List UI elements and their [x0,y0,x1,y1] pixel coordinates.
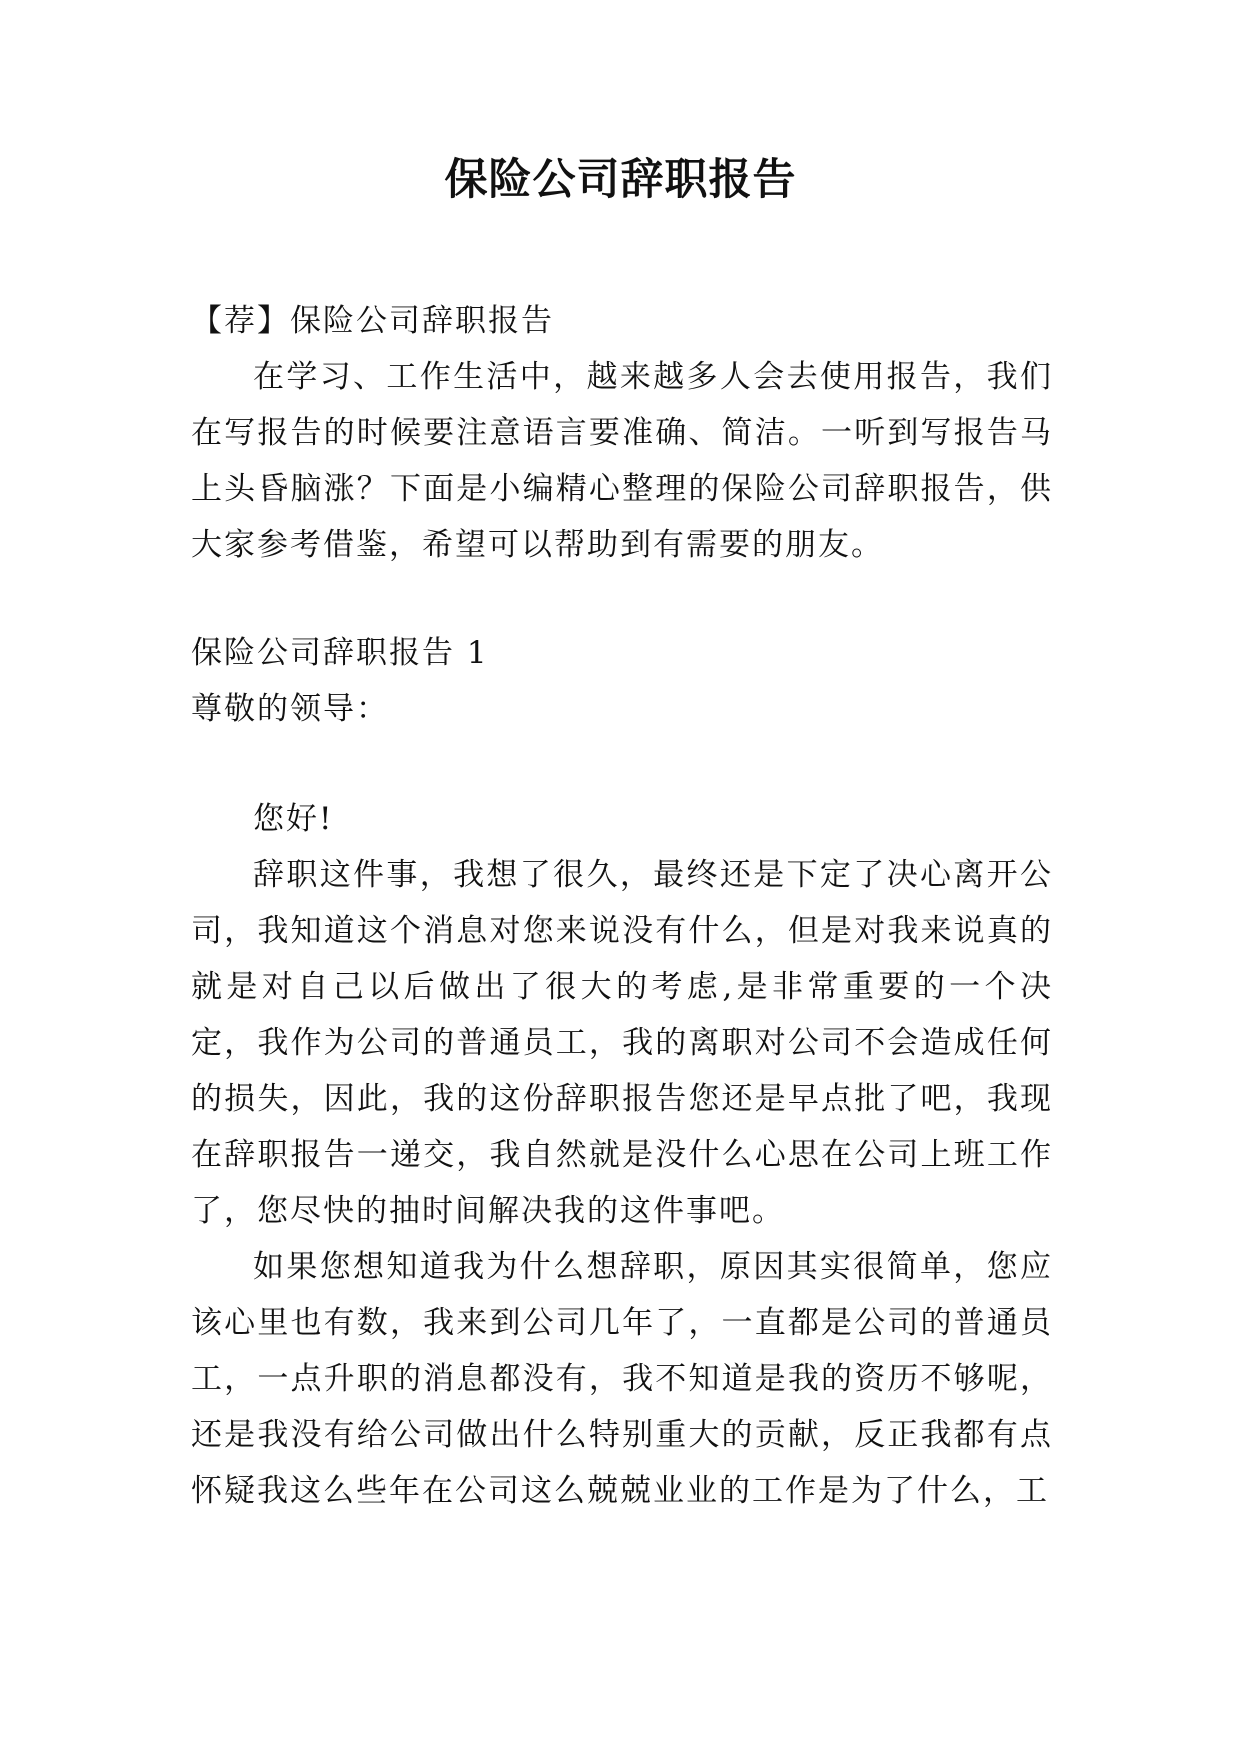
salutation: 尊敬的领导： [191,691,389,727]
intro-paragraph: 在学习、工作生活中，越来越多人会去使用报告，我们在写报告的时候要注意语言要准确、简洁。一听到写报告马上头昏脑涨？下面是小编精心整理的保险公司辞职报告，供大家参考借鉴，希望可以帮助到有需要的朋友。 [191,359,1053,563]
body-paragraph-1: 辞职这件事，我想了很久，最终还是下定了决心离开公司，我知道这个消息对您来说没有什么，但是对我来说真的就是对自己以后做出了很大的考虑,是非常重要的一个决定，我作为公司的普通员工，我的离职对公司不会造成任何的损失，因此，我的这份辞职报告您还是早点批了吧，我现在辞职报告一递交，我自然就是没什么心思在公司上班工作了，您尽快的抽时间解决我的这件事吧。 [191,857,1053,1229]
document-content [191,293,1053,1519]
intro-line: 【荐】保险公司辞职报告 [191,303,554,339]
greeting: 您好! [253,801,334,837]
section-heading: 保险公司辞职报告 1 [191,635,489,671]
document-title: 保险公司辞职报告 [444,155,797,205]
body-paragraph-2: 如果您想知道我为什么想辞职，原因其实很简单，您应该心里也有数，我来到公司几年了，一直都是公司的普通员工，一点升职的消息都没有，我不知道是我的资历不够呢，还是我没有给公司做出什么特别重大的贡献，反正我都有点怀疑我这么些年在公司这么兢兢业业的工作是为了什么，工 [191,1249,1053,1509]
